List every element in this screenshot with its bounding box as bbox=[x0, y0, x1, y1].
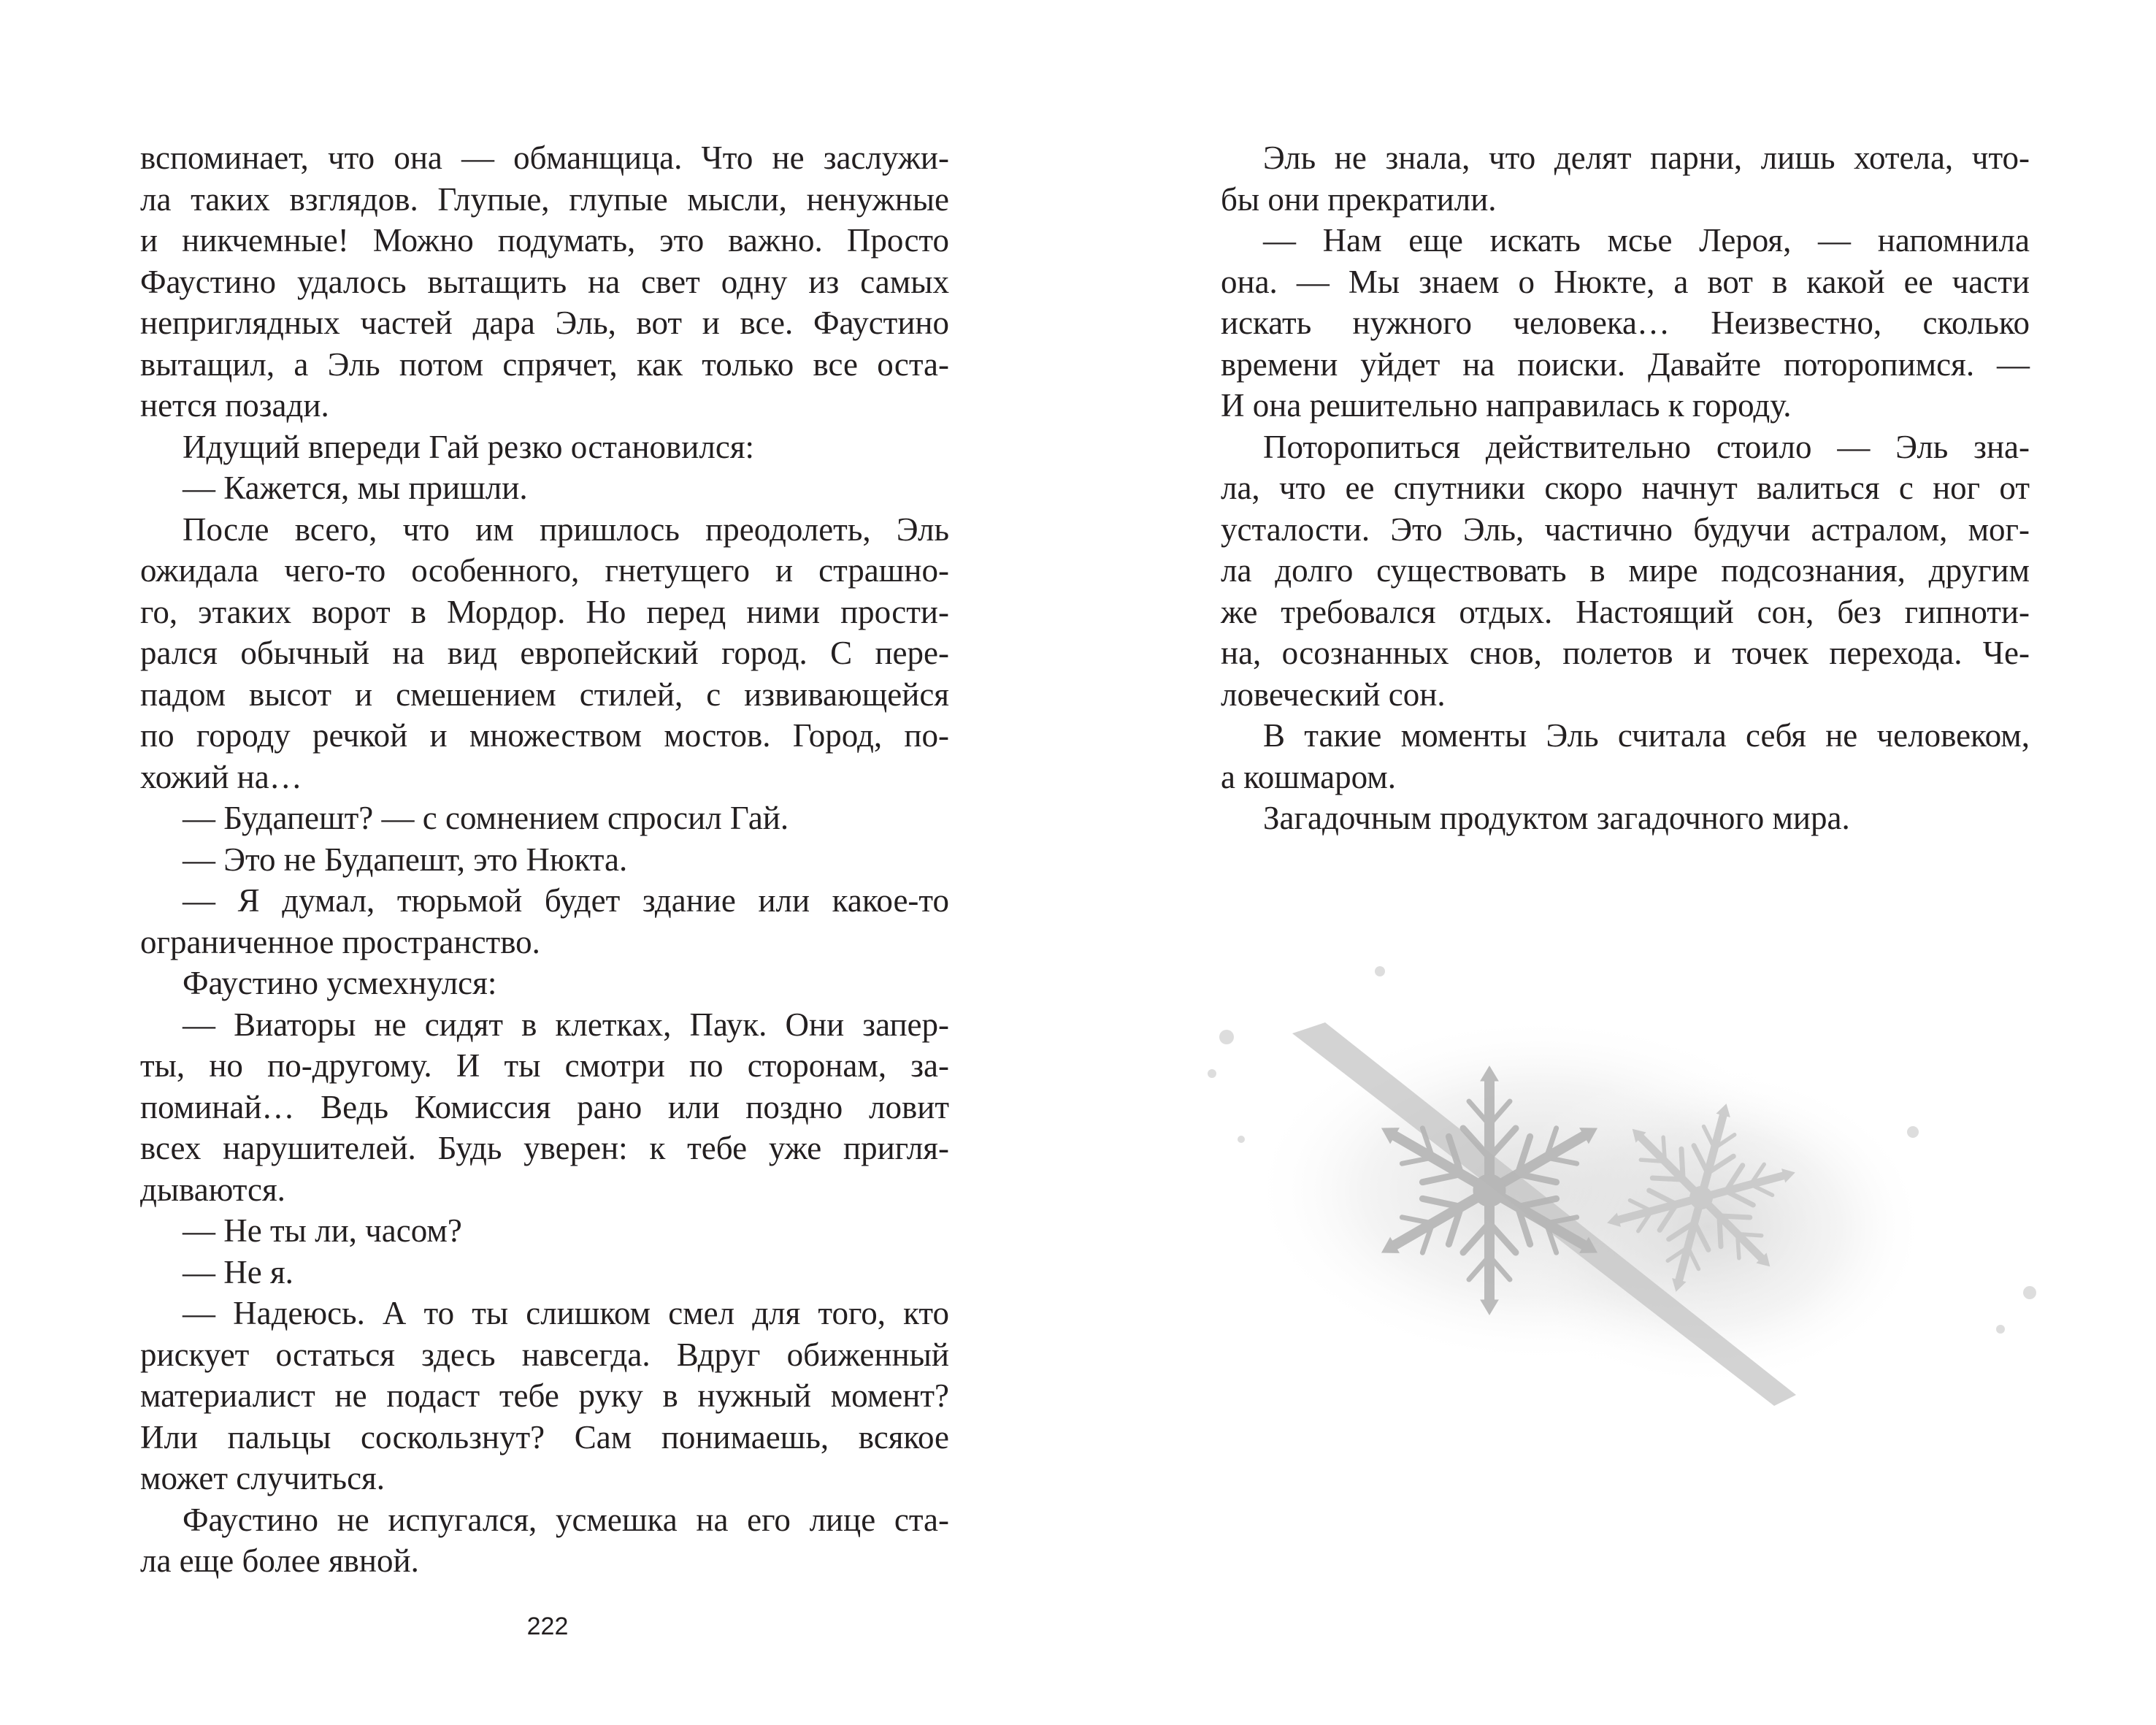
text-line: всех нарушителей. Будь уверен: к тебе уже пригля- bbox=[140, 1130, 949, 1166]
snowflake-illustration bbox=[1197, 949, 2059, 1461]
text-line: Фаустино удалось вытащить на свет одну из самых bbox=[140, 263, 949, 300]
text-line: — Это не Будапешт, это Нюкта. bbox=[183, 841, 628, 878]
text-line: ограниченное пространство. bbox=[140, 923, 540, 960]
text-line: Поторопиться действительно стоило — Эль зна- bbox=[1263, 428, 2030, 465]
text-line: времени уйдет на поиски. Давайте поторопимся. — bbox=[1221, 345, 2030, 383]
text-line: а кошмаром. bbox=[1221, 758, 1396, 795]
text-line: ловеческий сон. bbox=[1221, 676, 1446, 713]
text-line: ожидала чего-то особенного, гнетущего и страшно- bbox=[140, 552, 949, 589]
text-line: дываются. bbox=[140, 1171, 285, 1208]
text-line: В такие моменты Эль считала себя не человеком, bbox=[1263, 717, 2030, 754]
text-line: Идущий впереди Гай резко остановился: bbox=[183, 428, 755, 465]
text-line: усталости. Это Эль, частично будучи астралом, мог- bbox=[1221, 510, 2030, 548]
text-line: по городу речкой и множеством мостов. Город, по- bbox=[140, 717, 949, 754]
text-line: го, этаких ворот в Мордор. Но перед ними прости- bbox=[140, 593, 949, 630]
text-line: — Не я. bbox=[183, 1253, 294, 1290]
text-line: — Будапешт? — с сомнением спросил Гай. bbox=[183, 800, 789, 836]
text-line: — Не ты ли, часом? bbox=[183, 1212, 462, 1249]
text-line: может случиться. bbox=[140, 1460, 385, 1496]
text-line: После всего, что им пришлось преодолеть, Эль bbox=[183, 510, 949, 548]
text-line: же требовался отдых. Настоящий сон, без гипноти- bbox=[1221, 593, 2030, 630]
text-line: Или пальцы соскользнут? Сам понимаешь, всякое bbox=[140, 1418, 949, 1456]
text-line: и никчемные! Можно подумать, это важно. Просто bbox=[140, 222, 949, 259]
text-line: она. — Мы знаем о Нюкте, а вот в какой ее части bbox=[1221, 263, 2030, 300]
text-line: вытащил, а Эль потом спрячет, как только все оста- bbox=[140, 345, 949, 383]
right-page-text bbox=[1221, 137, 2030, 839]
text-line: падом высот и смешением стилей, с извивающейся bbox=[140, 676, 949, 713]
text-line: рался обычный на вид европейский город. С пере- bbox=[140, 635, 949, 671]
text-line: — Я думал, тюрьмой будет здание или какое-то bbox=[183, 882, 949, 919]
text-line: поминай… Ведь Комиссия рано или поздно ловит bbox=[140, 1088, 949, 1125]
text-line: Фаустино не испугался, усмешка на его лице ста- bbox=[183, 1501, 949, 1538]
text-line: — Кажется, мы пришли. bbox=[183, 470, 528, 506]
left-page-text bbox=[140, 137, 949, 1582]
text-line: ла еще более явной. bbox=[140, 1542, 419, 1579]
text-line: ла, что ее спутники скоро начнут валиться с ног от bbox=[1221, 470, 2030, 506]
text-line: Загадочным продуктом загадочного мира. bbox=[1263, 800, 1850, 836]
page-number: 222 bbox=[526, 1613, 569, 1640]
text-line: нется позади. bbox=[140, 387, 329, 424]
text-line: на, осознанных снов, полетов и точек перехода. Че- bbox=[1221, 635, 2030, 671]
text-line: вспоминает, что она — обманщица. Что не заслужи- bbox=[140, 139, 949, 176]
text-line: — Нам еще искать мсье Лероя, — напомнила bbox=[1263, 222, 2030, 259]
text-line: рискует остаться здесь навсегда. Вдруг обиженный bbox=[140, 1336, 949, 1373]
text-line: ла таких взглядов. Глупые, глупые мысли, ненужные bbox=[140, 180, 949, 218]
text-line: хожий на… bbox=[140, 758, 302, 795]
text-line: Фаустино усмехнулся: bbox=[183, 965, 497, 1001]
text-line: неприглядных частей дара Эль, вот и все. Фаустино bbox=[140, 305, 949, 341]
text-line: ла долго существовать в мире подсознания, другим bbox=[1221, 552, 2030, 589]
text-line: — Надеюсь. А то ты слишком смел для того, кто bbox=[183, 1295, 949, 1331]
text-line: бы они прекратили. bbox=[1221, 180, 1497, 218]
text-line: Эль не знала, что делят парни, лишь хотела, что- bbox=[1263, 139, 2030, 176]
text-line: материалист не подаст тебе руку в нужный момент? bbox=[140, 1377, 949, 1414]
text-line: ты, но по-другому. И ты смотри по сторонам, за- bbox=[140, 1047, 949, 1084]
text-line: И она решительно направилась к городу. bbox=[1221, 387, 1792, 424]
text-line: — Виаторы не сидят в клетках, Паук. Они запер- bbox=[183, 1006, 949, 1043]
text-line: искать нужного человека… Неизвестно, сколько bbox=[1221, 305, 2030, 341]
